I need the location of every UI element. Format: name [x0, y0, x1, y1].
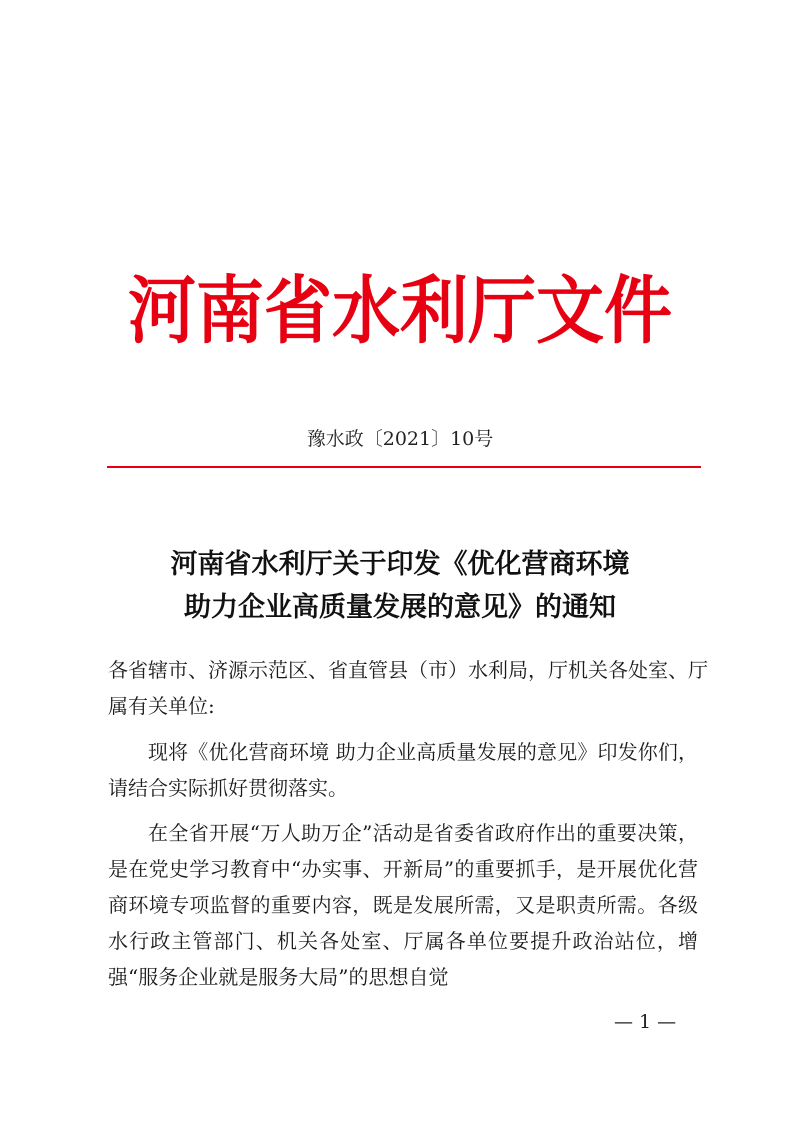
title-line-2: 助力企业高质量发展的意见》的通知 [184, 592, 616, 623]
red-divider-line [107, 466, 701, 468]
addressee: 各省辖市、济源示范区、省直管县（市）水利局，厅机关各处室、厅属有关单位: [108, 658, 708, 718]
document-title [0, 543, 800, 629]
body-paragraph-2: 在全省开展“万人助万企”活动是省委省政府作出的重要决策，是在党史学习教育中“办实事、开新局”的重要抓手，是开展优化营商环境专项监督的重要内容，既是发展所需，又是职责所需。各级水行政主管部门、机关各处室、厅属各单位要提升政治站位，增强“服务企业就是服务大局”的思想自觉 [108, 821, 698, 989]
title-line-1: 河南省水利厅关于印发《优化营商环境 [170, 549, 630, 580]
document-number: 豫水政〔2021〕10号 [306, 428, 494, 450]
document-header: 河南省水利厅文件 [127, 268, 672, 355]
page-number: — 1 — [614, 1011, 677, 1033]
body-paragraph-1: 现将《优化营商环境 助力企业高质量发展的意见》印发你们，请结合实际抓好贯彻落实。 [108, 740, 698, 800]
